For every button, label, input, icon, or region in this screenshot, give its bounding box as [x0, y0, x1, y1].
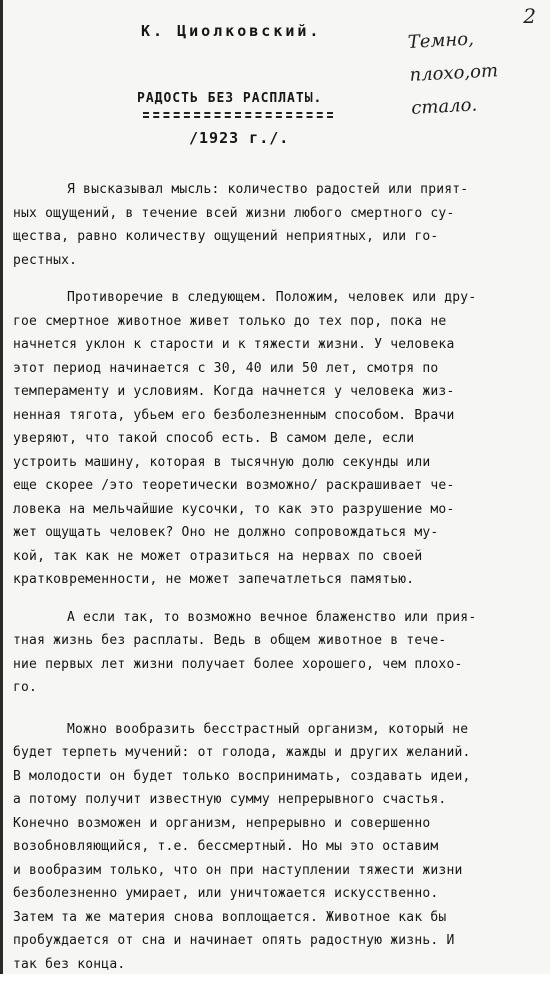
text-line: ловека на мельчайшие кусочки, то как это разрушение мо- [13, 501, 455, 517]
paragraph-4 [13, 718, 548, 977]
text-line: гое смертное животное живет только до тех пор, пока не [13, 313, 447, 329]
text-line: еще скорее /это теоретически возможно/ раскрашивает че- [13, 478, 455, 493]
text-line: В молодости он будет только воспринимать, создавать идеи, [13, 768, 471, 784]
text-line: безболезненно умирает, или уничтожается искусственно. [13, 886, 439, 901]
paragraph-1 [13, 178, 548, 272]
text-line: Я высказывал мысль: количество радостей или прият- [67, 182, 469, 197]
paragraph-2 [13, 286, 548, 592]
title-underline [143, 112, 333, 114]
text-line: ние первых лет жизни получает более хорошего, чем плохо- [13, 656, 463, 672]
document-title: РАДОСТЬ БЕЗ РАСПЛАТЫ. [137, 91, 323, 106]
document-date: /1923 г./. [189, 129, 290, 147]
text-line: и вообразим только, что он при наступлении тяжести жизни [13, 862, 463, 878]
text-line: Конечно возможен и организм, непрерывно и совершенно [13, 815, 431, 831]
text-line: жет ощущать человек? Оно не должно сопровождаться му- [13, 525, 439, 540]
text-line: кратковременности, не может запечатлеться памятью. [13, 572, 415, 587]
author-name: К. Циолковский. [141, 22, 322, 40]
handwritten-note-line: плохо,от [409, 60, 499, 86]
text-line: щества, равно количеству ощущений неприятных, или го- [13, 229, 439, 244]
handwritten-note-line: стало. [410, 94, 478, 119]
page-number: 2 [523, 4, 536, 28]
text-line: устроить машину, которая в тысячную долю секунды или [13, 454, 431, 470]
text-line: будет терпеть мучений: от голода, жажды и других желаний. [13, 745, 471, 760]
text-line: ных ощущений, в течение всей жизни любого смертного су- [13, 205, 455, 221]
text-line: го. [13, 680, 38, 695]
text-line: А если так, то возможно вечное блаженство или прия- [67, 609, 477, 625]
text-line: темпераменту и условиям. Когда начнется у человека жиз- [13, 384, 455, 399]
paragraph-3 [13, 606, 548, 700]
body-text [13, 178, 548, 998]
text-line: уверяют, что такой способ есть. В самом деле, если [13, 431, 415, 446]
text-line: Можно вообразить бесстрастный организм, который не [67, 721, 469, 737]
text-line: тная жизнь без расплаты. Ведь в общем животное в тече- [13, 633, 447, 648]
text-line: ненная тягота, убьем его безболезненным способом. Врачи [13, 407, 455, 423]
text-line: возобновляющийся, т.е. бессмертный. Но мы это оставим [13, 839, 439, 854]
handwritten-note [407, 19, 550, 125]
text-line: а потому получит известную сумму непрерывного счастья. [13, 792, 447, 807]
text-line: рестных. [13, 252, 78, 268]
text-line: пробуждается от сна и начинает опять радостную жизнь. И [13, 933, 455, 948]
text-line: так без конца. [13, 956, 126, 972]
text-line: начнется уклон к старости и к тяжести жизни. У человека [13, 337, 455, 352]
handwritten-note-line: Темно, [407, 28, 475, 53]
text-line: Затем та же материя снова воплощается. Животное как бы [13, 909, 447, 925]
text-line: кой, так как не может отразиться на нервах по своей [13, 548, 423, 564]
title-underline [143, 116, 333, 118]
text-line: Противоречие в следующем. Положим, человек или дру- [67, 290, 477, 305]
text-line: этот период начинается с 30, 40 или 50 лет, смотря по [13, 360, 439, 376]
